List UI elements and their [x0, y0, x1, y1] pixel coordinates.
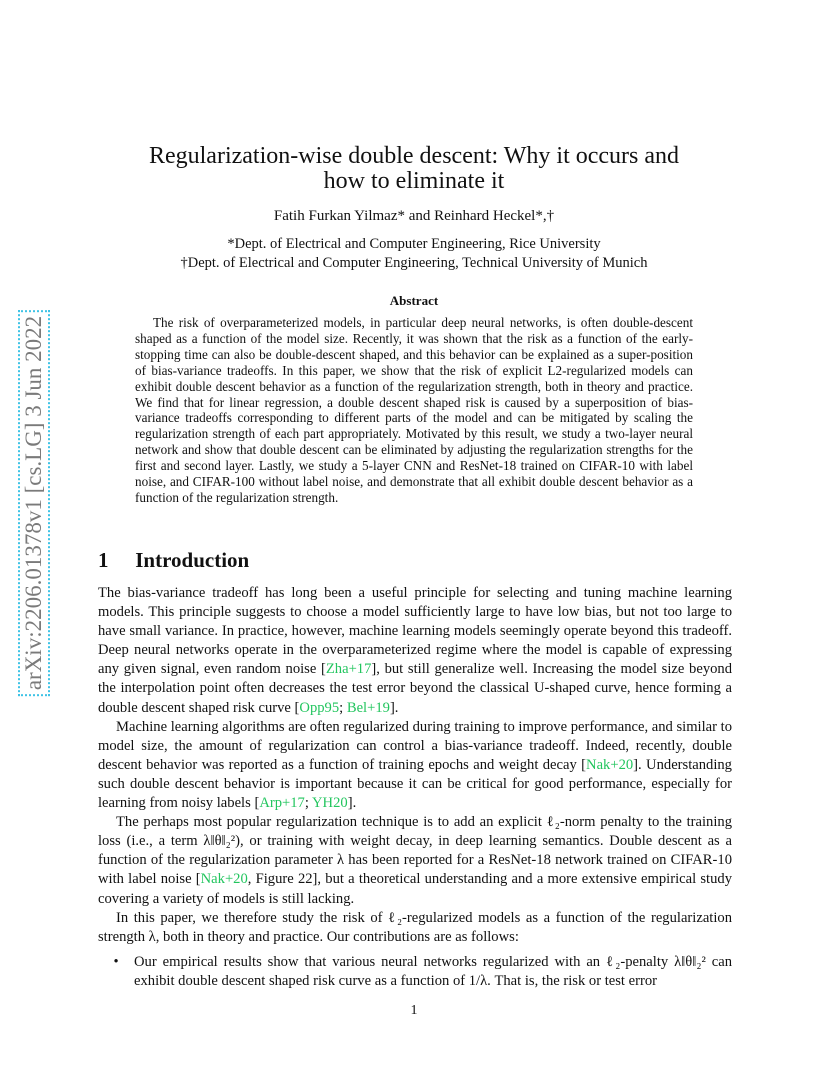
section-title: Introduction: [135, 548, 250, 572]
para1-text-3: ;: [339, 699, 347, 716]
citation-arp17[interactable]: Arp+17: [259, 795, 305, 812]
body-text: [98, 584, 732, 991]
affiliations: [98, 235, 730, 273]
paragraph-1: [98, 584, 732, 718]
citation-opp95[interactable]: Opp95: [299, 699, 340, 716]
para3-text-2: , Figure 22], but a theoretical understanding and a more extensive empirical study covering a variety of models is still lacking.: [98, 871, 732, 907]
citation-yh20[interactable]: YH20: [312, 795, 348, 812]
citation-zha17[interactable]: Zha+17: [325, 661, 372, 678]
title-line-2: how to eliminate it: [323, 168, 505, 194]
abstract-text: The risk of overparameterized models, in particular deep neural networks, is often double-descent shaped as a function of the model size. Recently, it was shown that the risk as a function of the early-stopping time can also be double-descent shaped, and this behavior can be explained as a super-position of bias-variance tradeoffs. In this paper, we show that the risk of explicit L2-regularized models can exhibit double descent behavior as a function of the regularization strength, both in theory and practice. We find that for linear regression, a double descent shaped risk is caused by a superposition of bias-variance tradeoffs corresponding to different parts of the model and can be mitigated by scaling the regularization strength of each part appropriately. Motivated by this result, we study a two-layer neural network and show that double descent can be eliminated by adjusting the regularization strengths for the first and second layer. Lastly, we study a 5-layer CNN and ResNet-18 trained on CIFAR-10 with label noise, and CIFAR-100 without label noise, and demonstrate that all exhibit double descent behavior as a function of the regularization strength.: [135, 315, 693, 505]
para3-text-1: The perhaps most popular regularization technique is to add an explicit ℓ₂-norm penalty to the training loss (i.e., a term λ‖θ‖₂²), or training with weight decay, in deep learning semantics. Double descent as a function of the regularization parameter λ has been reported for a ResNet-18 network trained on CIFAR-10 with label noise [: [98, 814, 732, 888]
paper-title: [98, 144, 730, 194]
paragraph-4: In this paper, we therefore study the risk of ℓ₂-regularized models as a function of the regularization strength λ, both in theory and practice. Our contributions are as follows:: [98, 909, 732, 945]
para2-text-2: ]. Understanding such double descent behavior is important because it can be critical for good performance, especially for learning from noisy labels [: [98, 756, 732, 812]
para2-text-1: Machine learning algorithms are often regularized during training to improve performance, and similar to model size, the amount of regularization can control a bias-variance tradeoff. Indeed, recently, double descent behavior was reported as a function of training epochs and weight decay [: [98, 718, 732, 773]
section-number: 1: [98, 548, 109, 572]
affiliation-1: *Dept. of Electrical and Computer Engineering, Rice University: [227, 236, 601, 252]
arxiv-stamp: [20, 268, 48, 738]
section-heading: [98, 548, 249, 573]
abstract-heading: Abstract: [389, 293, 439, 308]
citation-nak20-fig22[interactable]: Nak+20: [200, 871, 248, 888]
affiliation-2: †Dept. of Electrical and Computer Engineering, Technical University of Munich: [180, 255, 648, 271]
para1-text-4: ].: [389, 699, 399, 716]
title-line-1: Regularization-wise double descent: Why it occurs and: [148, 143, 680, 169]
para1-text-2: ], but still generalize well. Increasing the model size beyond the interpolation point often decreases the test error beyond the classical U-shaped curve, hence forming a double descent shaped risk curve [: [98, 661, 733, 716]
citation-nak20[interactable]: Nak+20: [586, 756, 634, 773]
bullet-dot: •: [113, 953, 119, 970]
page-number: 1: [410, 1003, 418, 1018]
para2-text-3: ;: [304, 795, 313, 812]
bullet-text: Our empirical results show that various neural networks regularized with an ℓ₂-penalty λ‖θ‖₂² can exhibit double descent shaped risk curve as a function of 1/λ. That is, the risk or test error: [134, 953, 732, 989]
paragraph-2: [98, 718, 732, 813]
citation-bel19[interactable]: Bel+19: [346, 699, 390, 716]
authors: Fatih Furkan Yilmaz* and Reinhard Heckel*,†: [273, 208, 555, 224]
para1-text-1: The bias-variance tradeoff has long been a useful principle for selecting and tuning machine learning models. This principle suggests to choose a model sufficiently large to have low bias, but not too large to have small variance. In practice, however, machine learning models seemingly operate beyond this tradeoff. Deep neural networks operate in the overparameterized regime where the model is capable of expressing any given signal, even random noise [: [98, 585, 732, 678]
para2-text-4: ].: [347, 795, 357, 812]
paragraph-3: [98, 813, 732, 908]
contribution-bullet: [98, 953, 732, 991]
arxiv-stamp-text: arXiv:2206.01378v1 [cs.LG] 3 Jun 2022: [18, 310, 50, 696]
